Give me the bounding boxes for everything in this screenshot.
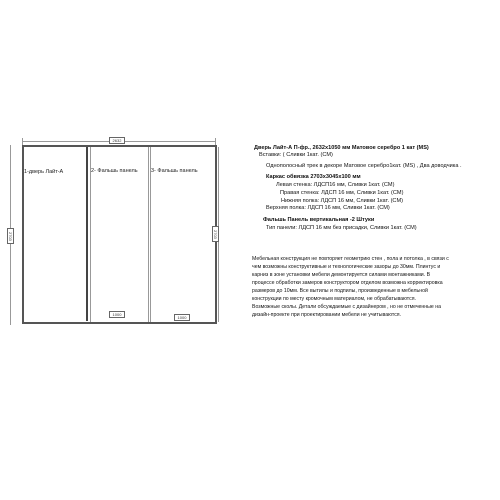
panel-line: Тип панели: ЛДСП 16 мм без присадки, Сливки 1кат. (CM)	[266, 225, 417, 231]
bottom-dimension-label-1: 1000	[109, 311, 125, 318]
door-label: 1-дверь Лайт-А	[24, 169, 64, 175]
note-line-1: Мебельная конструкция не повторяет геометрию стен , пола и потолка , в связи с	[252, 256, 449, 262]
inserts-line: Вставки: ( Сливки 1кат. (CM)	[259, 152, 333, 158]
top-dimension-tick-left	[22, 138, 23, 145]
frame-bottom	[22, 322, 216, 324]
frame-line-left: Левая стенка: ЛДСП16 мм, Сливки 1кат. (CM)	[276, 182, 395, 188]
bottom-dimension-label-2: 1000	[174, 314, 190, 321]
divider-2	[148, 147, 149, 322]
width-dimension-label: 2632	[109, 137, 125, 144]
panel-title: Фальшь Панель вертикальная -2 Штуки	[263, 217, 375, 223]
frame-title: Каркас обвязка 2703x3045x100 мм	[266, 174, 361, 180]
note-line-7: Возможные сколы. Детали обсуждаемые с дизайнером , но не отмеченные на	[252, 304, 441, 310]
note-line-6: конструкции по месту кромочным материалом, не обрабатываются.	[252, 296, 416, 302]
panel2-label: 2- Фальшь панель	[91, 168, 138, 174]
note-line-4: процессе обработки замеров конструктором отделом возможна корректировка	[252, 280, 443, 286]
track-line: Однополосный трек в декоре Матовое серебро1кат. (MS) , Два доводчика .	[266, 163, 462, 169]
height-dimension-label: 2703	[7, 228, 14, 244]
panel3-label: 3- Фальшь панель	[151, 168, 198, 174]
wardrobe-drawing	[0, 0, 235, 500]
note-line-8: дизайн-проекте при проектировании мебели не учитываются.	[252, 312, 402, 318]
frame-line-top: Верхняя полка: ЛДСП 16 мм, Сливки 1кат. (CM)	[266, 205, 390, 211]
door-title: Дверь Лайт-А П-фр., 2632x1050 мм Матовое серебро 1 кат (MS)	[254, 145, 429, 151]
note-line-5: размеров до 10мм. Все вытилы и подпилы, произведенные в мебельной	[252, 288, 428, 294]
top-dimension-tick-right	[215, 138, 216, 145]
note-line-2: чем возможны конструктивные и технологические зазоры до 30мм. Плинтус и	[252, 264, 441, 270]
note-line-3: карниз в зоне установки мебели демонтируется силами монтажниками. В	[252, 272, 431, 278]
frame-line-right: Правая стенка: ЛДСП 16 мм, Сливки 1кат. (CM)	[280, 190, 404, 196]
right-dimension-label: 2703	[212, 226, 219, 242]
frame-line-bottom: Нижняя полка: ЛДСП 16 мм, Сливки 1кат. (CM)	[281, 198, 403, 204]
